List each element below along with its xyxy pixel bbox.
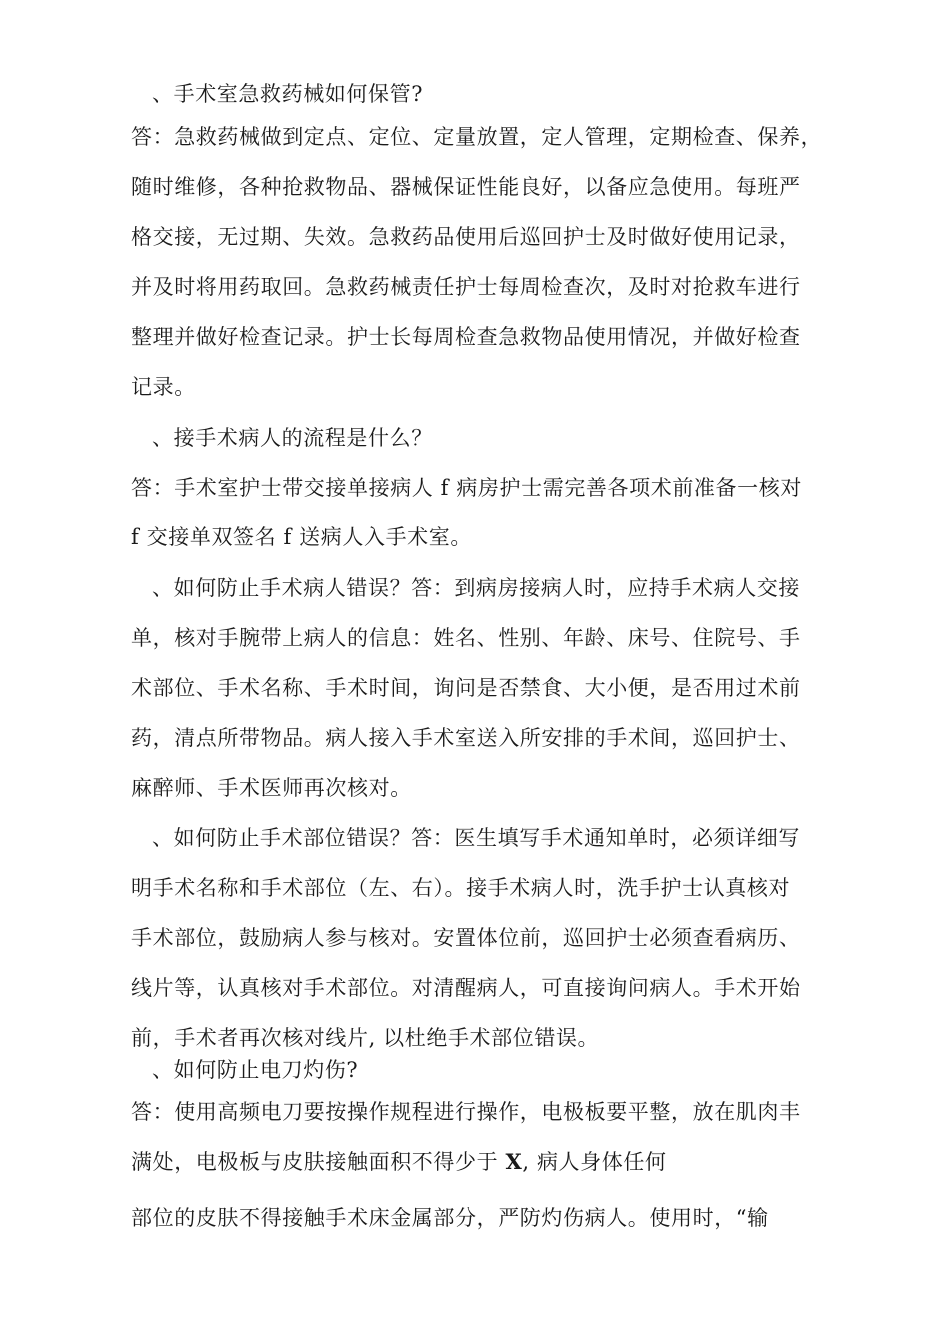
question-heading: 、如何防止手术部位错误？答：医生填写手术通知单时，必须详细写 [152, 826, 800, 850]
question-heading: 、如何防止电刀灼伤? [152, 1058, 359, 1082]
answer-text-bold-x: X [505, 1149, 523, 1174]
answer-line: 记录。 [131, 375, 196, 399]
answer-line: 并及时将用药取回。急救药械责任护士每周检查次，及时对抢救车进行 [131, 275, 801, 299]
answer-line: 药，清点所带物品。病人接入手术室送入所安排的手术间，巡回护士、 [131, 726, 801, 750]
answer-line: 术部位、手术名称、手术时间，询问是否禁食、大小便，是否用过术前 [131, 676, 801, 700]
answer-line: 线片等，认真核对手术部位。对清醒病人，可直接询问病人。手术开始 [131, 976, 801, 1000]
answer-line: 麻醉师、手术医师再次核对。 [131, 776, 412, 800]
answer-line: 答：使用高频电刀要按操作规程进行操作，电极板要平整，放在肌肉丰 [131, 1100, 801, 1124]
answer-line: 明手术名称和手术部位（左、右）。接手术病人时，洗手护士认真核对 [131, 876, 791, 900]
question-heading: 、如何防止手术病人错误？答：到病房接病人时，应持手术病人交接 [152, 576, 800, 600]
question-heading: 、手术室急救药械如何保管? [152, 82, 424, 106]
answer-line: 手术部位，鼓励病人参与核对。安置体位前，巡回护士必须查看病历、 [131, 926, 801, 950]
answer-line [131, 1148, 667, 1176]
answer-line: 随时维修，各种抢救物品、器械保证性能良好，以备应急使用。每班严 [131, 175, 801, 199]
answer-line: 单，核对手腕带上病人的信息：姓名、性别、年龄、床号、住院号、手 [131, 626, 801, 650]
question-heading: 、接手术病人的流程是什么？ [152, 426, 433, 450]
answer-line: 答：急救药械做到定点、定位、定量放置，定人管理，定期检查、保养， [131, 125, 823, 149]
answer-text: 满处，电极板与皮肤接触面积不得少于 [131, 1150, 506, 1174]
answer-line: 格交接，无过期、失效。急救药品使用后巡回护士及时做好使用记录， [131, 225, 801, 249]
answer-line: 答：手术室护士带交接单接病人 f 病房护士需完善各项术前准备一核对 [131, 476, 802, 500]
answer-line: f 交接单双签名 f 送病人入手术室。 [131, 525, 472, 549]
answer-line: 部位的皮肤不得接触手术床金属部分，严防灼伤病人。使用时，“输 [131, 1206, 769, 1230]
answer-line: 前，手术者再次核对线片, 以杜绝手术部位错误。 [131, 1026, 600, 1050]
answer-line: 整理并做好检查记录。护士长每周检查急救物品使用情况，并做好检查 [131, 325, 801, 349]
answer-text: , 病人身体任何 [522, 1150, 667, 1174]
